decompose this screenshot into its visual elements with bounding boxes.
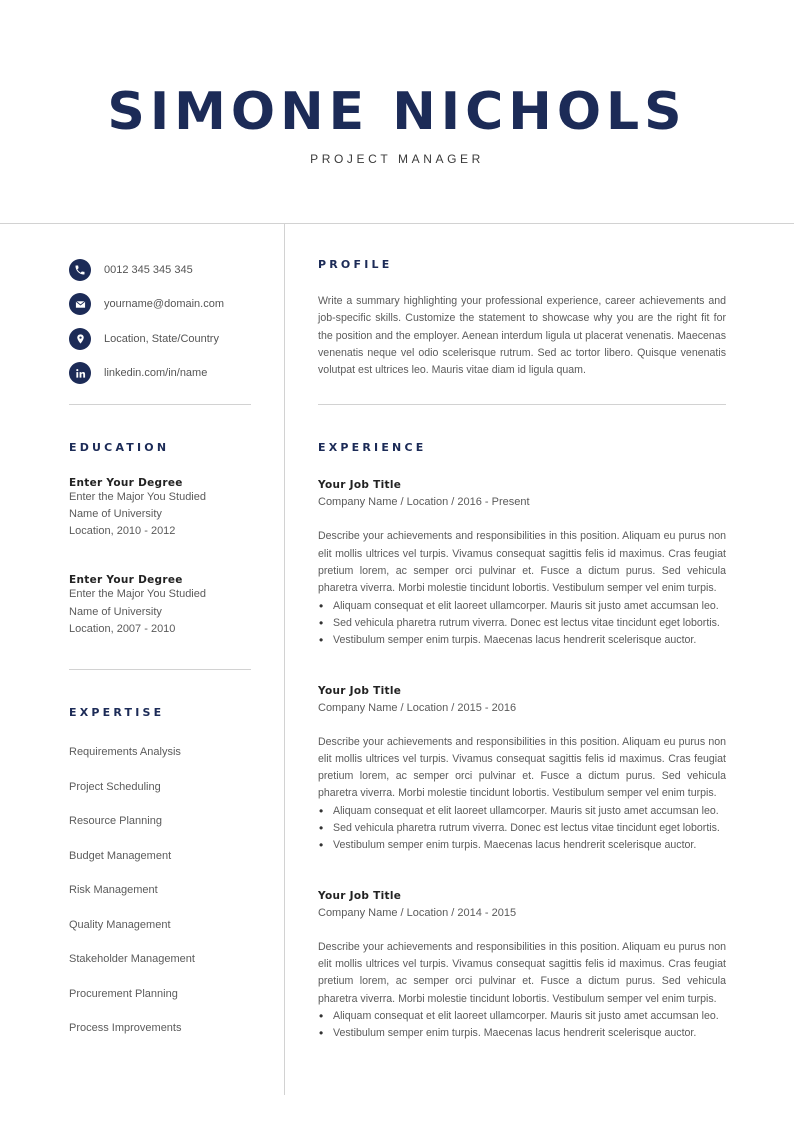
expertise-item: Risk Management: [69, 884, 158, 897]
job-bullet-item: • Vestibulum semper enim turpis. Maecenas lacus hendrerit scelerisque auctor.: [318, 837, 726, 854]
education-university: Name of University: [69, 605, 162, 618]
expertise-item: Quality Management: [69, 918, 171, 931]
left-column: [69, 258, 251, 1056]
job-bullet-item: • Aliquam consequat et elit laoreet ullamcorper. Mauris sit justo amet accumsan leo.: [318, 598, 726, 615]
education-major: Enter the Major You Studied: [69, 490, 206, 503]
location-pin-icon: [69, 328, 91, 350]
contact-email-text: yourname@domain.com: [104, 298, 224, 310]
expertise-item: Procurement Planning: [69, 987, 178, 1000]
job-bullet-item: • Aliquam consequat et elit laoreet ullamcorper. Mauris sit justo amet accumsan leo.: [318, 803, 726, 820]
job-role: PROJECT MANAGER: [310, 152, 484, 166]
job-title: Your Job Title: [318, 889, 402, 902]
education-degree: Enter Your Degree: [69, 476, 183, 489]
email-icon: [69, 293, 91, 315]
job-bullet-item: • Sed vehicula pharetra rutrum viverra. Donec est lectus vitae tincidunt eget lobortis.: [318, 820, 726, 837]
job-bullet-item: • Aliquam consequat et elit laoreet ullamcorper. Mauris sit justo amet accumsan leo.: [318, 1008, 726, 1025]
contact-location-text: Location, State/Country: [104, 332, 219, 345]
expertise-item: Resource Planning: [69, 815, 162, 828]
job-company-meta: Company Name / Location / 2014 - 2015: [318, 906, 517, 919]
expertise-heading: EXPERTISE: [69, 706, 165, 720]
expertise-item: Requirements Analysis: [69, 746, 181, 759]
job-bullet-item: • Sed vehicula pharetra rutrum viverra. Donec est lectus vitae tincidunt eget lobortis.: [318, 615, 726, 632]
profile-divider: [318, 404, 726, 405]
job-description: Describe your achievements and responsibilities in this position. Aliquam eu purus non elit mollis ultrices vel turpis. Vivamus consequat sagittis felis id maximus. Cras feugiat pretium lorem, ac semper orci pulvinar et. Fusce a dictum purus. Sed vehicula pharetra viverra. Morbi molestie tincidunt lobortis. Vestibulum semper vel enim turpis.: [318, 530, 726, 595]
experience-heading: EXPERIENCE: [318, 441, 427, 455]
education-degree: Enter Your Degree: [69, 574, 183, 587]
education-divider: [69, 669, 251, 670]
header-divider: [0, 223, 794, 224]
job-description: Describe your achievements and responsibilities in this position. Aliquam eu purus non elit mollis ultrices vel turpis. Vivamus consequat sagittis felis id maximus. Cras feugiat pretium lorem, ac semper orci pulvinar et. Fusce a dictum purus. Sed vehicula pharetra viverra. Morbi molestie tincidunt lobortis. Vestibulum semper vel enim turpis.: [318, 940, 726, 1005]
profile-heading: PROFILE: [318, 258, 393, 271]
expertise-item: Stakeholder Management: [69, 953, 195, 966]
resume-name: SIMONE NICHOLS: [107, 82, 687, 142]
column-divider: [284, 223, 285, 1095]
job-bullets: [318, 1008, 726, 1043]
profile-summary: Write a summary highlighting your professional experience, career achievements and job-specific skills. Customize the statement to showcase why you are the right fit for the position and the employer. Aenean interdum ligula ut placerat venenatis. Maecenas venenatis neque vel odio scelerisque rutrum. Sed ac tortor libero. Quisque venenatis volutpat est ultrices leo. Mauris vitae diam id ligula quam.: [318, 295, 726, 377]
education-location-dates: Location, 2010 - 2012: [69, 525, 176, 538]
expertise-item: Budget Management: [69, 849, 172, 862]
contact-phone-text: 0012 345 345 345: [104, 263, 193, 276]
education-entry: [69, 574, 251, 638]
contact-location: [69, 327, 251, 350]
job-description: Describe your achievements and responsibilities in this position. Aliquam eu purus non elit mollis ultrices vel turpis. Vivamus consequat sagittis felis id maximus. Cras feugiat pretium lorem, ac semper orci pulvinar et. Fusce a dictum purus. Sed vehicula pharetra viverra. Morbi molestie tincidunt lobortis. Vestibulum semper vel enim turpis.: [318, 735, 726, 800]
contact-linkedin: [69, 362, 251, 385]
experience-entry: [318, 888, 726, 1043]
phone-icon: [69, 259, 91, 281]
contact-phone: [69, 258, 251, 281]
contact-email: [69, 293, 251, 316]
job-bullet-item: • Vestibulum semper enim turpis. Maecenas lacus hendrerit scelerisque auctor.: [318, 1025, 726, 1042]
job-title: Your Job Title: [318, 479, 402, 492]
job-bullets: [318, 803, 726, 855]
experience-entry: [318, 477, 726, 649]
job-bullet-item: • Vestibulum semper enim turpis. Maecenas lacus hendrerit scelerisque auctor.: [318, 632, 726, 649]
job-company-meta: Company Name / Location / 2015 - 2016: [318, 701, 517, 714]
expertise-item: Project Scheduling: [69, 780, 161, 793]
right-column: [318, 258, 726, 1042]
expertise-list: [69, 745, 251, 1056]
contact-linkedin-text: linkedin.com/in/name: [104, 367, 208, 379]
contact-list: [69, 258, 251, 385]
education-entry: [69, 477, 251, 541]
education-location-dates: Location, 2007 - 2010: [69, 622, 176, 635]
expertise-item: Process Improvements: [69, 1022, 182, 1035]
linkedin-icon: [69, 362, 91, 384]
contact-divider: [69, 404, 251, 405]
education-university: Name of University: [69, 507, 162, 520]
education-major: Enter the Major You Studied: [69, 588, 206, 601]
job-title: Your Job Title: [318, 684, 402, 697]
job-bullets: [318, 598, 726, 650]
education-heading: EDUCATION: [69, 440, 170, 454]
experience-entry: [318, 683, 726, 855]
job-company-meta: Company Name / Location / 2016 - Present: [318, 496, 530, 509]
